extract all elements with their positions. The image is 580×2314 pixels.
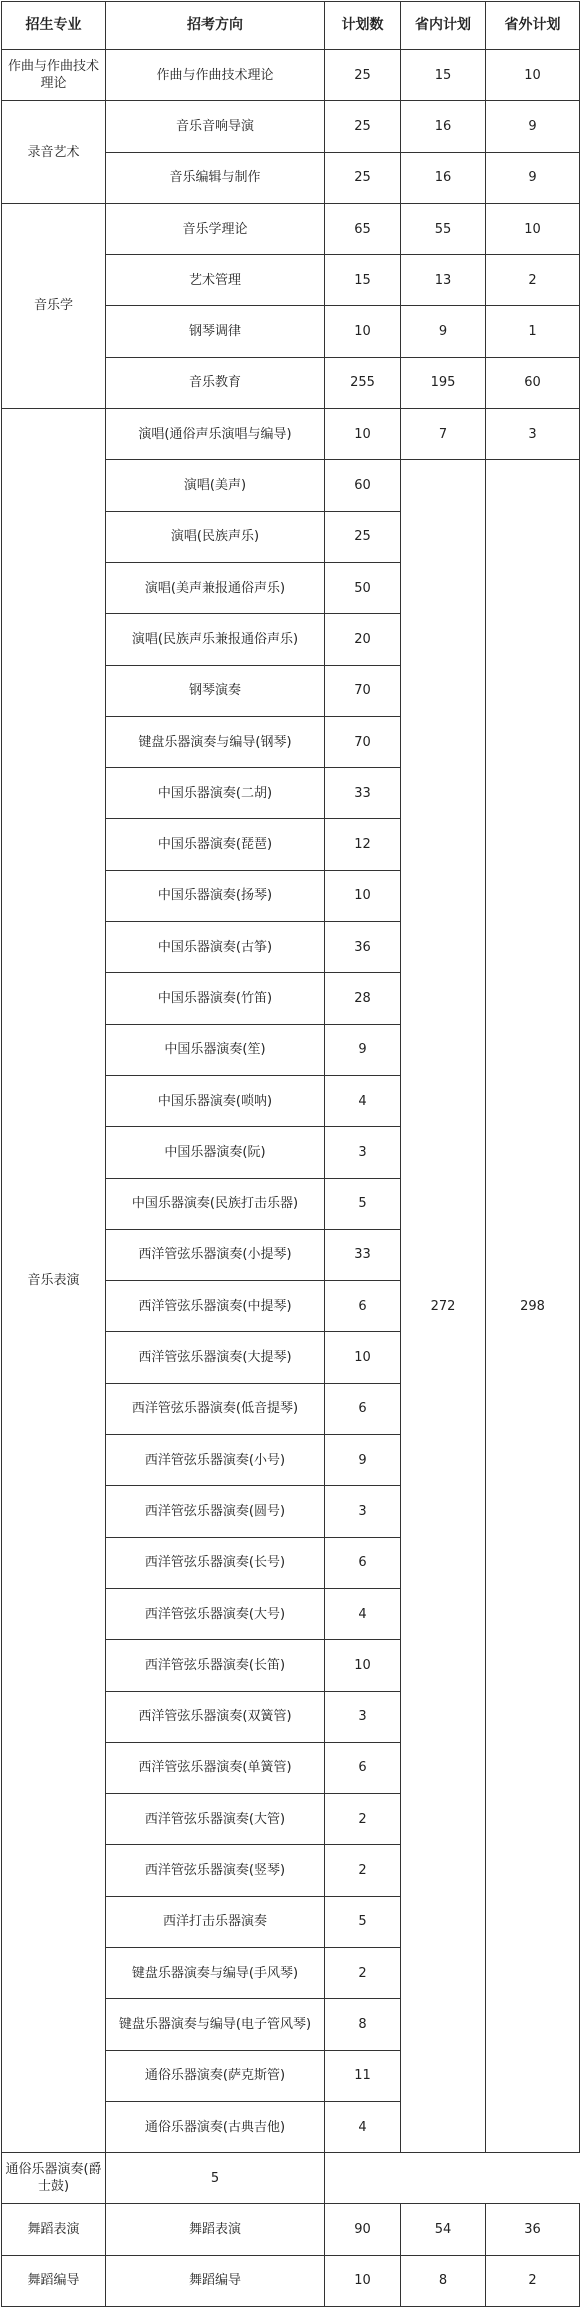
direction-cell: 西洋管弦乐器演奏(竖琴) <box>106 1845 325 1896</box>
plan-count-cell: 3 <box>325 1486 401 1537</box>
direction-cell: 西洋管弦乐器演奏(长笛) <box>106 1640 325 1691</box>
table-row <box>2 409 580 460</box>
out-province-cell: 9 <box>486 101 580 152</box>
major-cell: 舞蹈编导 <box>2 2255 106 2306</box>
out-province-cell: 298 <box>486 460 580 2153</box>
plan-count-cell: 3 <box>325 1127 401 1178</box>
plan-count-cell: 5 <box>325 1896 401 1947</box>
plan-count-cell: 28 <box>325 973 401 1024</box>
plan-count-cell: 10 <box>325 409 401 460</box>
major-cell: 录音艺术 <box>2 101 106 204</box>
plan-count-cell: 3 <box>325 1691 401 1742</box>
plan-count-cell: 15 <box>325 255 401 306</box>
direction-cell: 演唱(民族声乐) <box>106 511 325 562</box>
plan-count-cell: 2 <box>325 1845 401 1896</box>
direction-cell: 西洋管弦乐器演奏(圆号) <box>106 1486 325 1537</box>
plan-count-cell: 25 <box>325 101 401 152</box>
major-cell: 舞蹈表演 <box>2 2204 106 2255</box>
out-province-cell: 10 <box>486 50 580 101</box>
plan-count-cell: 6 <box>325 1742 401 1793</box>
table-row <box>2 2153 580 2204</box>
in-province-cell: 9 <box>401 306 486 357</box>
direction-cell: 中国乐器演奏(古筝) <box>106 922 325 973</box>
plan-count-cell: 20 <box>325 614 401 665</box>
direction-cell: 键盘乐器演奏与编导(手风琴) <box>106 1947 325 1998</box>
direction-cell: 中国乐器演奏(阮) <box>106 1127 325 1178</box>
table-row <box>2 101 580 152</box>
plan-count-cell: 10 <box>325 1640 401 1691</box>
plan-count-cell: 33 <box>325 1229 401 1280</box>
direction-cell: 键盘乐器演奏与编导(钢琴) <box>106 716 325 767</box>
direction-cell: 演唱(美声兼报通俗声乐) <box>106 562 325 613</box>
direction-cell: 作曲与作曲技术理论 <box>106 50 325 101</box>
direction-cell: 演唱(美声) <box>106 460 325 511</box>
direction-cell: 艺术管理 <box>106 255 325 306</box>
plan-count-cell: 10 <box>325 1332 401 1383</box>
major-cell: 音乐表演 <box>2 409 106 2153</box>
direction-cell: 西洋管弦乐器演奏(中提琴) <box>106 1281 325 1332</box>
in-province-cell: 15 <box>401 50 486 101</box>
header-out-province-plan: 省外计划 <box>486 2 580 50</box>
table-row <box>2 50 580 101</box>
header-major: 招生专业 <box>2 2 106 50</box>
direction-cell: 中国乐器演奏(二胡) <box>106 768 325 819</box>
direction-cell: 通俗乐器演奏(古典吉他) <box>106 2101 325 2152</box>
header-in-province-plan: 省内计划 <box>401 2 486 50</box>
plan-count-cell: 36 <box>325 922 401 973</box>
direction-cell: 舞蹈表演 <box>106 2204 325 2255</box>
plan-count-cell: 255 <box>325 357 401 408</box>
plan-count-cell: 70 <box>325 665 401 716</box>
direction-cell: 通俗乐器演奏(萨克斯管) <box>106 2050 325 2101</box>
plan-count-cell: 5 <box>106 2153 325 2204</box>
direction-cell: 音乐教育 <box>106 357 325 408</box>
direction-cell: 西洋管弦乐器演奏(大号) <box>106 1588 325 1639</box>
out-province-cell: 10 <box>486 203 580 254</box>
plan-count-cell: 5 <box>325 1178 401 1229</box>
plan-count-cell: 50 <box>325 562 401 613</box>
direction-cell: 键盘乐器演奏与编导(电子管风琴) <box>106 1999 325 2050</box>
direction-cell: 演唱(通俗声乐演唱与编导) <box>106 409 325 460</box>
direction-cell: 中国乐器演奏(竹笛) <box>106 973 325 1024</box>
direction-cell: 舞蹈编导 <box>106 2255 325 2306</box>
direction-cell: 通俗乐器演奏(爵士鼓) <box>2 2153 106 2204</box>
plan-count-cell: 10 <box>325 2255 401 2306</box>
table-body <box>2 50 580 2307</box>
in-province-cell: 16 <box>401 101 486 152</box>
plan-count-cell: 25 <box>325 50 401 101</box>
plan-count-cell: 2 <box>325 1947 401 1998</box>
header-direction: 招考方向 <box>106 2 325 50</box>
plan-count-cell: 11 <box>325 2050 401 2101</box>
plan-count-cell: 4 <box>325 1588 401 1639</box>
direction-cell: 西洋管弦乐器演奏(长号) <box>106 1537 325 1588</box>
direction-cell: 中国乐器演奏(扬琴) <box>106 870 325 921</box>
plan-count-cell: 6 <box>325 1281 401 1332</box>
plan-count-cell: 4 <box>325 2101 401 2152</box>
direction-cell: 西洋管弦乐器演奏(双簧管) <box>106 1691 325 1742</box>
plan-count-cell: 6 <box>325 1537 401 1588</box>
header-plan-count: 计划数 <box>325 2 401 50</box>
direction-cell: 中国乐器演奏(唢呐) <box>106 1075 325 1126</box>
direction-cell: 西洋管弦乐器演奏(小号) <box>106 1435 325 1486</box>
out-province-cell: 2 <box>486 255 580 306</box>
plan-count-cell: 9 <box>325 1024 401 1075</box>
plan-count-cell: 65 <box>325 203 401 254</box>
direction-cell: 钢琴调律 <box>106 306 325 357</box>
plan-count-cell: 8 <box>325 1999 401 2050</box>
out-province-cell: 9 <box>486 152 580 203</box>
direction-cell: 音乐学理论 <box>106 203 325 254</box>
plan-count-cell: 12 <box>325 819 401 870</box>
plan-count-cell: 2 <box>325 1794 401 1845</box>
plan-count-cell: 70 <box>325 716 401 767</box>
direction-cell: 音乐编辑与制作 <box>106 152 325 203</box>
direction-cell: 西洋管弦乐器演奏(小提琴) <box>106 1229 325 1280</box>
plan-count-cell: 9 <box>325 1435 401 1486</box>
direction-cell: 西洋管弦乐器演奏(大提琴) <box>106 1332 325 1383</box>
in-province-cell: 54 <box>401 2204 486 2255</box>
plan-count-cell: 60 <box>325 460 401 511</box>
plan-count-cell: 10 <box>325 870 401 921</box>
in-province-cell: 16 <box>401 152 486 203</box>
out-province-cell: 36 <box>486 2204 580 2255</box>
plan-count-cell: 10 <box>325 306 401 357</box>
table-row <box>2 2204 580 2255</box>
in-province-cell: 8 <box>401 2255 486 2306</box>
major-cell: 音乐学 <box>2 203 106 408</box>
in-province-cell: 13 <box>401 255 486 306</box>
direction-cell: 西洋打击乐器演奏 <box>106 1896 325 1947</box>
out-province-cell: 2 <box>486 2255 580 2306</box>
direction-cell: 演唱(民族声乐兼报通俗声乐) <box>106 614 325 665</box>
out-province-cell: 1 <box>486 306 580 357</box>
plan-count-cell: 33 <box>325 768 401 819</box>
header-row <box>2 2 580 50</box>
plan-count-cell: 4 <box>325 1075 401 1126</box>
direction-cell: 西洋管弦乐器演奏(大管) <box>106 1794 325 1845</box>
direction-cell: 西洋管弦乐器演奏(单簧管) <box>106 1742 325 1793</box>
out-province-cell: 3 <box>486 409 580 460</box>
out-province-cell: 60 <box>486 357 580 408</box>
direction-cell: 音乐音响导演 <box>106 101 325 152</box>
table-row <box>2 2255 580 2306</box>
plan-count-cell: 90 <box>325 2204 401 2255</box>
direction-cell: 西洋管弦乐器演奏(低音提琴) <box>106 1383 325 1434</box>
table-row <box>2 203 580 254</box>
plan-count-cell: 25 <box>325 152 401 203</box>
plan-count-cell: 25 <box>325 511 401 562</box>
in-province-cell: 195 <box>401 357 486 408</box>
in-province-cell: 272 <box>401 460 486 2153</box>
in-province-cell: 7 <box>401 409 486 460</box>
direction-cell: 中国乐器演奏(笙) <box>106 1024 325 1075</box>
in-province-cell: 55 <box>401 203 486 254</box>
direction-cell: 钢琴演奏 <box>106 665 325 716</box>
direction-cell: 中国乐器演奏(民族打击乐器) <box>106 1178 325 1229</box>
plan-count-cell: 6 <box>325 1383 401 1434</box>
enrollment-plan-table <box>1 1 580 2307</box>
major-cell: 作曲与作曲技术理论 <box>2 50 106 101</box>
direction-cell: 中国乐器演奏(琵琶) <box>106 819 325 870</box>
